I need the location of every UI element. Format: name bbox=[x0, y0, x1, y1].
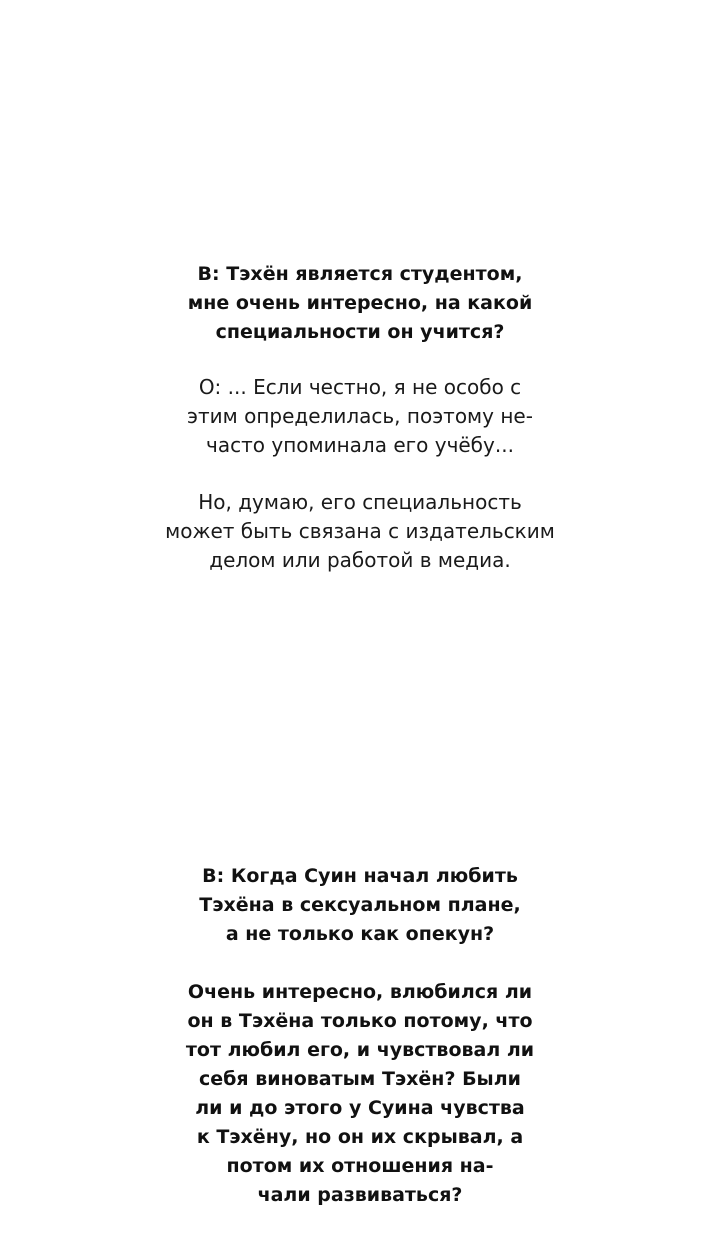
answer-1-line: Но, думаю, его специальность bbox=[198, 490, 522, 514]
answer-1-paragraph-2 bbox=[0, 488, 720, 575]
question-2-body-line: себя виноватым Тэхён? Были bbox=[199, 1068, 521, 1090]
question-2-body-line: чали развиваться? bbox=[257, 1184, 463, 1206]
question-2-body-line: он в Тэхёна только потому, что bbox=[187, 1010, 533, 1032]
answer-1-line: может быть связана с издательским bbox=[165, 519, 555, 543]
question-2-body-line: потом их отношения на- bbox=[226, 1155, 494, 1177]
question-2-body-line: Очень интересно, влюбился ли bbox=[187, 981, 533, 1003]
question-2 bbox=[0, 862, 720, 949]
answer-1-line: часто упоминала его учёбу... bbox=[206, 433, 514, 457]
question-2-body bbox=[0, 978, 720, 1210]
answer-1-line: этим определилась, поэтому не- bbox=[187, 404, 533, 428]
question-1-line: мне очень интересно, на какой bbox=[187, 292, 533, 314]
question-2-body-line: к Тэхёну, но он их скрывал, а bbox=[196, 1126, 524, 1148]
question-1-line: специальности он учится? bbox=[215, 321, 505, 343]
question-1 bbox=[0, 260, 720, 347]
answer-1-line: О: ... Если честно, я не особо с bbox=[198, 375, 522, 399]
question-2-body-line: ли и до этого у Суина чувства bbox=[195, 1097, 525, 1119]
question-2-line: В: Когда Суин начал любить bbox=[202, 865, 518, 887]
answer-1-paragraph-1 bbox=[0, 373, 720, 460]
answer-1-line: делом или работой в медиа. bbox=[209, 548, 511, 572]
question-2-body-line: тот любил его, и чувствовал ли bbox=[185, 1039, 535, 1061]
question-1-line: В: Тэхён является студентом, bbox=[197, 263, 523, 285]
question-2-line: а не только как опекун? bbox=[225, 923, 495, 945]
question-2-line: Тэхёна в сексуальном плане, bbox=[199, 894, 521, 916]
